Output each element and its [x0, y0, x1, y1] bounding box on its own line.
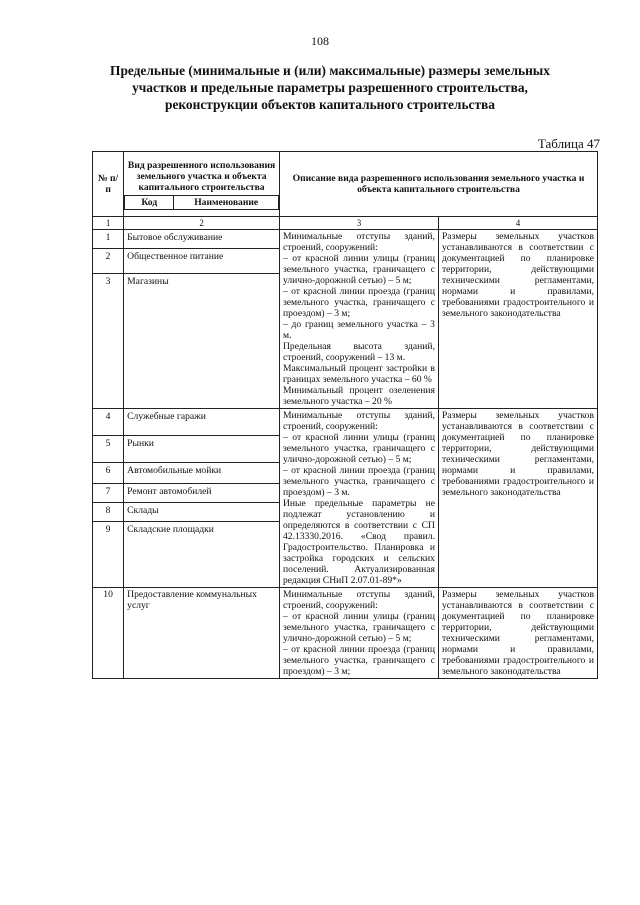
use-name: Общественное питание: [124, 249, 279, 274]
param-line: Минимальные отступы зданий, строений, сооружений:: [283, 589, 435, 611]
row-number: 8: [93, 503, 123, 522]
document-title: [60, 62, 600, 113]
param-line: Предельная высота зданий, строений, сооружений – 13 м.: [283, 341, 435, 363]
param-line: – от красной линии улицы (границ земельного участка, граничащего с улично-дорожной сетью) – 5 м;: [283, 611, 435, 644]
header-use-type-label: Вид разрешенного использования земельного участка и объекта капитального строительства: [127, 160, 276, 193]
notes-cell: Размеры земельных участков устанавливаются в соответствии с документацией по планировке территории, действующими техническими регламентами, нормами и правилами, требованиями градостроительного и земельного законодательства: [438, 230, 597, 409]
table-row-group: [93, 588, 598, 679]
parameters-cell: [280, 230, 439, 409]
row-number: 10: [93, 588, 124, 679]
page-number: 108: [311, 34, 329, 48]
row-number: 5: [93, 436, 123, 463]
col-number: 4: [438, 217, 597, 230]
param-line: – от красной линии проезда (границ земельного участка, граничащего с проездом) – 3 м;: [283, 286, 435, 319]
title-line: реконструкции объектов капитального строительства: [165, 97, 495, 112]
row-number: 2: [93, 249, 123, 274]
param-line: – от красной линии проезда (границ земельного участка, граничащего с проездом) – 3 м.: [283, 465, 435, 498]
header-subcolumns: [124, 195, 279, 210]
col-number: 2: [124, 217, 280, 230]
table-row-group: [93, 409, 598, 588]
row-number: 1: [93, 230, 123, 249]
use-name: Склады: [124, 503, 279, 522]
row-number: 3: [105, 276, 111, 287]
header-num: № п/п: [93, 152, 124, 217]
notes-cell: Размеры земельных участков устанавливаются в соответствии с документацией по планировке территории, действующими техническими регламентами, нормами и правилами, требованиями градостроительного и земельного законодательства: [438, 409, 597, 588]
col-number: 3: [280, 217, 439, 230]
row-names: [124, 409, 280, 588]
header-use-type: [124, 152, 280, 217]
parameters-cell: [280, 409, 439, 588]
table-row-group: [93, 230, 598, 409]
param-line: Максимальный процент застройки в границах земельного участка – 60 %: [283, 363, 435, 385]
parameters-table: [92, 151, 598, 679]
row-number: 7: [93, 484, 123, 503]
param-line: Минимальные отступы зданий, строений, сооружений:: [283, 231, 435, 253]
use-name: Предоставление коммунальных услуг: [124, 588, 280, 679]
column-number-row: [93, 217, 598, 230]
row-numbers: [93, 409, 124, 588]
use-name: Бытовое обслуживание: [124, 230, 279, 249]
param-line: – от красной линии улицы (границ земельного участка, граничащего с улично-дорожной сетью) – 5 м;: [283, 253, 435, 286]
param-line: Минимальные отступы зданий, строений, сооружений:: [283, 410, 435, 432]
title-line: Предельные (минимальные и (или) максимальные) размеры земельных: [110, 63, 550, 78]
notes-cell: Размеры земельных участков устанавливаются в соответствии с документацией по планировке территории, действующими техническими регламентами, нормами и правилами, требованиями градостроительного и земельного законодательства: [438, 588, 597, 679]
header-name: Наименование: [174, 196, 279, 210]
row-number: 4: [93, 409, 123, 436]
use-name: Складские площадки: [127, 524, 214, 535]
param-line: Минимальный процент озеленения земельного участка – 20 %: [283, 385, 435, 407]
row-number: 9: [105, 524, 111, 535]
header-description: Описание вида разрешенного использования земельного участка и объекта капитального строительства: [280, 152, 598, 217]
row-number: 6: [93, 463, 123, 484]
row-numbers: [93, 230, 124, 409]
param-line: – от красной линии улицы (границ земельного участка, граничащего с улично-дорожной сетью) – 5 м;: [283, 432, 435, 465]
use-name: Служебные гаражи: [124, 409, 279, 436]
param-line: – до границ земельного участка – 3 м.: [283, 319, 435, 341]
col-number: 1: [93, 217, 124, 230]
row-names: [124, 230, 280, 409]
param-line: Иные предельные параметры не подлежат установлению и определяются в соответствии с СП 42.13330.2016. «Свод правил. Градостроительство. Планировка и застройка городских и сельских поселений. Актуализированная редакция СНиП 2.07.01-89*»: [283, 498, 435, 586]
param-line: – от красной линии проезда (границ земельного участка, граничащего с проездом) – 3 м;: [283, 644, 435, 677]
parameters-cell: [280, 588, 439, 679]
header-code: Код: [125, 196, 174, 210]
use-name: Ремонт автомобилей: [124, 484, 279, 503]
title-line: участков и предельные параметры разрешенного строительства,: [132, 80, 528, 95]
use-name: Рынки: [124, 436, 279, 463]
use-name: Магазины: [127, 276, 169, 287]
use-name: Автомобильные мойки: [124, 463, 279, 484]
header-row: [93, 152, 598, 217]
table-label: Таблица 47: [537, 136, 600, 151]
